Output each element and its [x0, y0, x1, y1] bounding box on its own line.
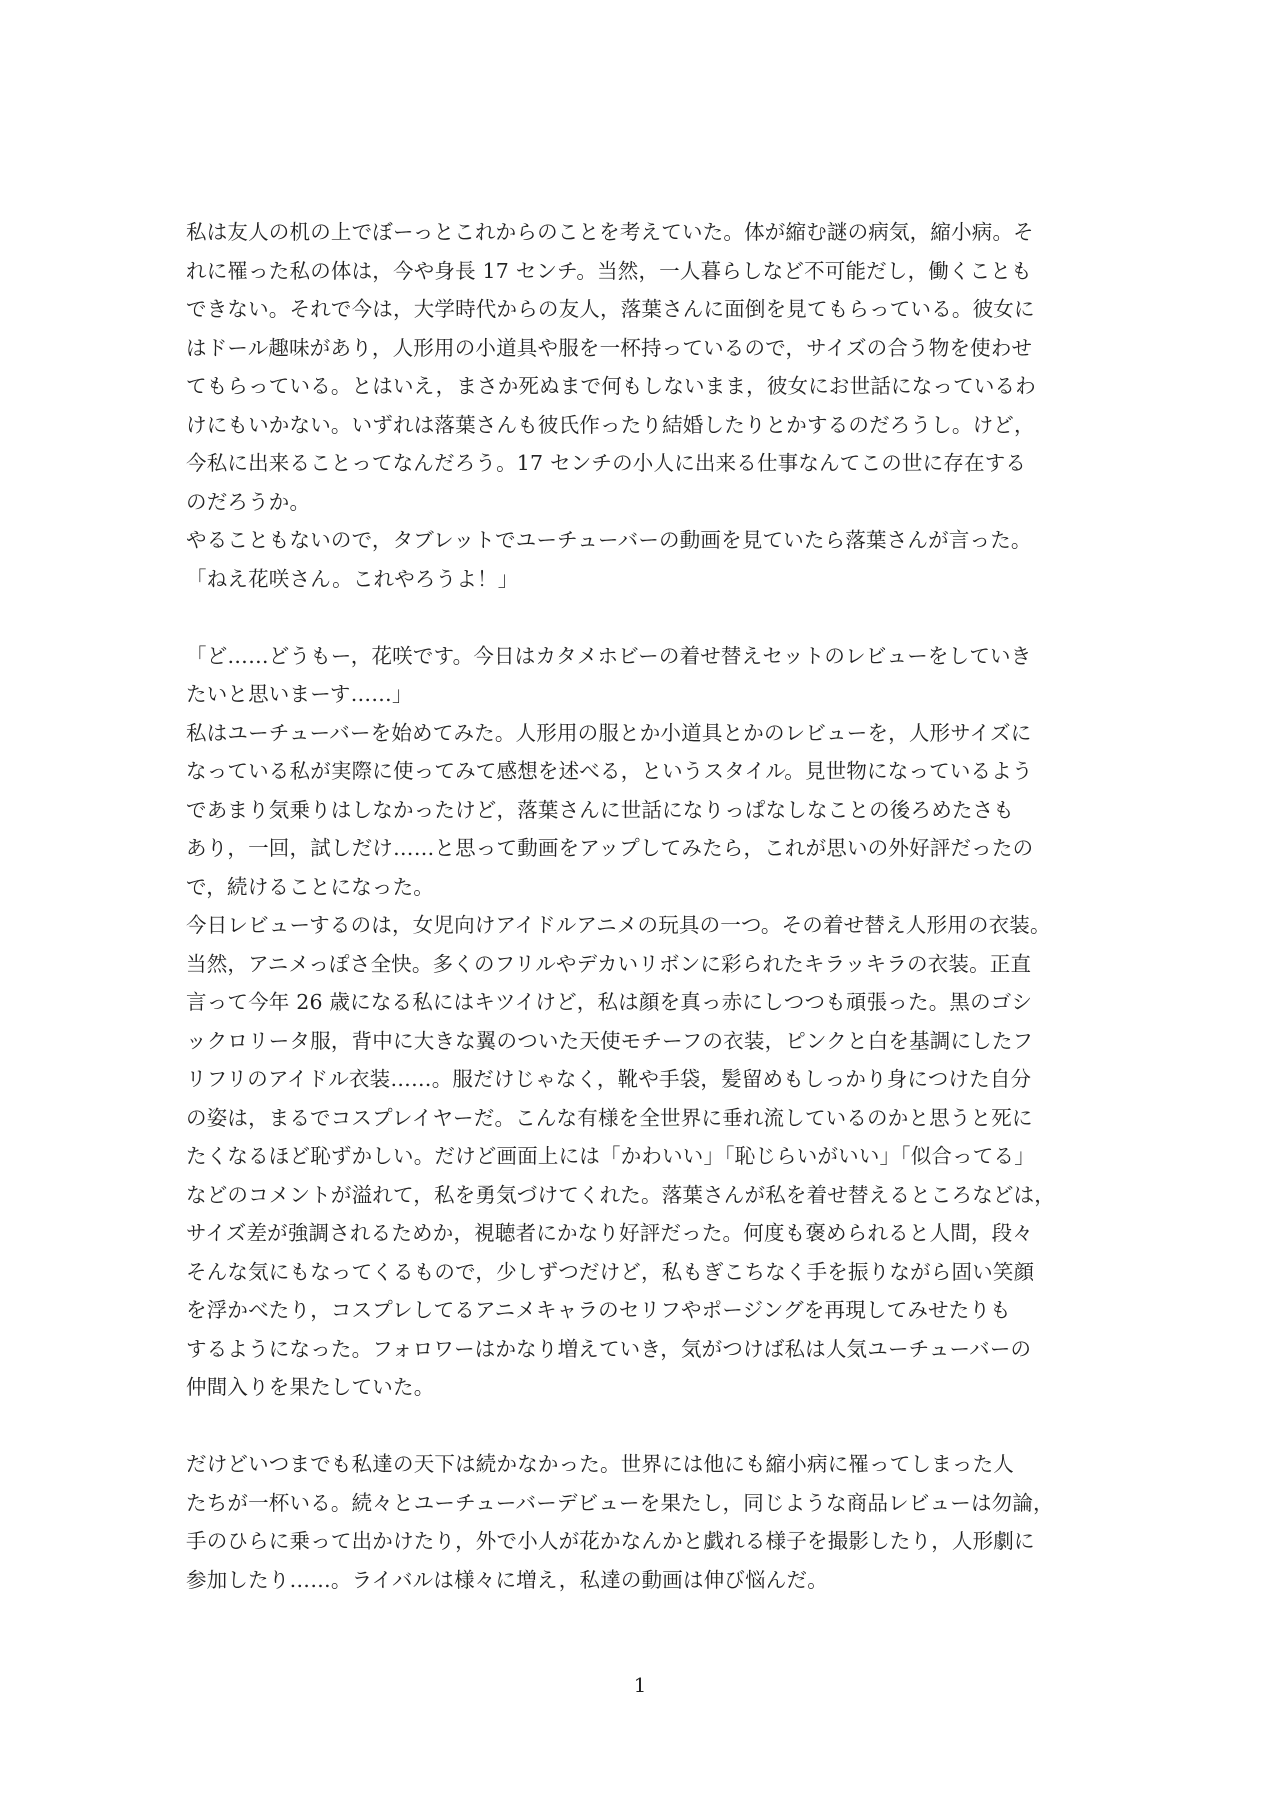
blank-line	[186, 598, 1096, 637]
text-line: を浮かべたり，コスプレしてるアニメキャラのセリフやポージングを再現してみせたりも	[186, 1298, 1011, 1322]
text-line: するようになった。フォロワーはかなり増えていき，気がつけば私は人気ユーチューバーの	[186, 1336, 1032, 1361]
text-line: けにもいかない。いずれは落葉さんも彼氏作ったり結婚したりとかするのだろうし。けど，	[186, 412, 1035, 437]
text-line: なっている私が実際に使ってみて感想を述べる，というスタイル。見世物になっているよう	[186, 759, 1033, 783]
text-line: の姿は，まるでコスプレイヤーだ。こんな有様を全世界に垂れ流しているのかと思うと死に	[186, 1105, 1033, 1130]
text-line: 当然，アニメっぽさ全快。多くのフリルやデカいリボンに彩られたキラッキラの衣装。正直	[186, 951, 1032, 976]
text-line: はドール趣味があり，人形用の小道具や服を一杯持っているので，サイズの合う物を使わせ	[186, 335, 1033, 360]
text-line: 今私に出来ることってなんだろう。17 センチの小人に出来る仕事なんてこの世に存在する	[186, 451, 1027, 475]
text-line: 今日レビューするのは，女児向けアイドルアニメの玩具の一つ。その着せ替え人形用の衣装。	[186, 913, 1051, 937]
body-text	[186, 213, 1096, 1599]
text-line: 「ねえ花咲さん。これやろうよ！」	[186, 566, 519, 591]
text-line: たくなるほど恥ずかしい。だけど画面上には「かわいい」「恥じらいがいい」「似合ってる」	[186, 1144, 1035, 1168]
text-line: ックロリータ服，背中に大きな翼のついた天使モチーフの衣装，ピンクと白を基調にしたフ	[186, 1028, 1034, 1053]
text-line: などのコメントが溢れて，私を勇気づけてくれた。落葉さんが私を着せ替えるところなどは，	[186, 1182, 1055, 1207]
text-line: あり，一回，試しだけ……と思って動画をアップしてみたら，これが思いの外好評だったの	[186, 836, 1034, 860]
text-line: 私は友人の机の上でぼーっとこれからのことを考えていた。体が縮む謎の病気，縮小病。そ	[186, 220, 1034, 244]
text-line: で，続けることになった。	[186, 874, 434, 899]
text-line: 「ど……どうもー，花咲です。今日はカタメホビーの着せ替えセットのレビューをしていき	[186, 643, 1032, 668]
text-line: 私はユーチューバーを始めてみた。人形用の服とか小道具とかのレビューを，人形サイズに	[186, 720, 1032, 745]
text-line: であまり気乗りはしなかったけど，落葉さんに世話になりっぱなしなことの後ろめたさも	[186, 797, 1014, 822]
text-line: てもらっている。とはいえ，まさか死ぬまで何もしないまま，彼女にお世話になっているわ	[186, 374, 1036, 398]
page-number: 1	[633, 1673, 647, 1697]
text-line: たちが一杯いる。続々とユーチューバーデビューを果たし，同じような商品レビューは勿論，	[186, 1490, 1054, 1515]
text-line: だけどいつまでも私達の天下は続かなかった。世界には他にも縮小病に罹ってしまった人	[186, 1452, 1014, 1476]
text-line: やることもないので，タブレットでユーチューバーの動画を見ていたら落葉さんが言った。	[186, 528, 1032, 552]
text-line: リフリのアイドル衣装……。服だけじゃなく，靴や手袋，髪留めもしっかり身につけた自分	[186, 1067, 1032, 1091]
blank-line	[186, 1407, 1096, 1446]
text-line: れに罹った私の体は，今や身長 17 センチ。当然，一人暮らしなど不可能だし，働くことも	[186, 258, 1032, 283]
text-line: 参加したり……。ライバルは様々に増え，私達の動画は伸び悩んだ。	[186, 1567, 828, 1592]
text-line: できない。それで今は，大学時代からの友人，落葉さんに面倒を見てもらっている。彼女に	[186, 297, 1035, 321]
text-line: 手のひらに乗って出かけたり，外で小人が花かなんかと戯れる様子を撮影したり，人形劇に	[186, 1529, 1035, 1553]
text-line: のだろうか。	[186, 489, 311, 514]
text-line: 言って今年 26 歳になる私にはキツイけど，私は顔を真っ赤にしつつも頑張った。黒のゴシ	[186, 990, 1033, 1014]
text-line: そんな気にもなってくるもので，少しずつだけど，私もぎこちなく手を振りながら固い笑顔	[186, 1259, 1035, 1284]
text-line: 仲間入りを果たしていた。	[186, 1375, 435, 1399]
text-line: サイズ差が強調されるためか，視聴者にかなり好評だった。何度も褒められると人間，段々	[186, 1221, 1034, 1245]
text-line: たいと思いまーす……」	[186, 682, 413, 706]
